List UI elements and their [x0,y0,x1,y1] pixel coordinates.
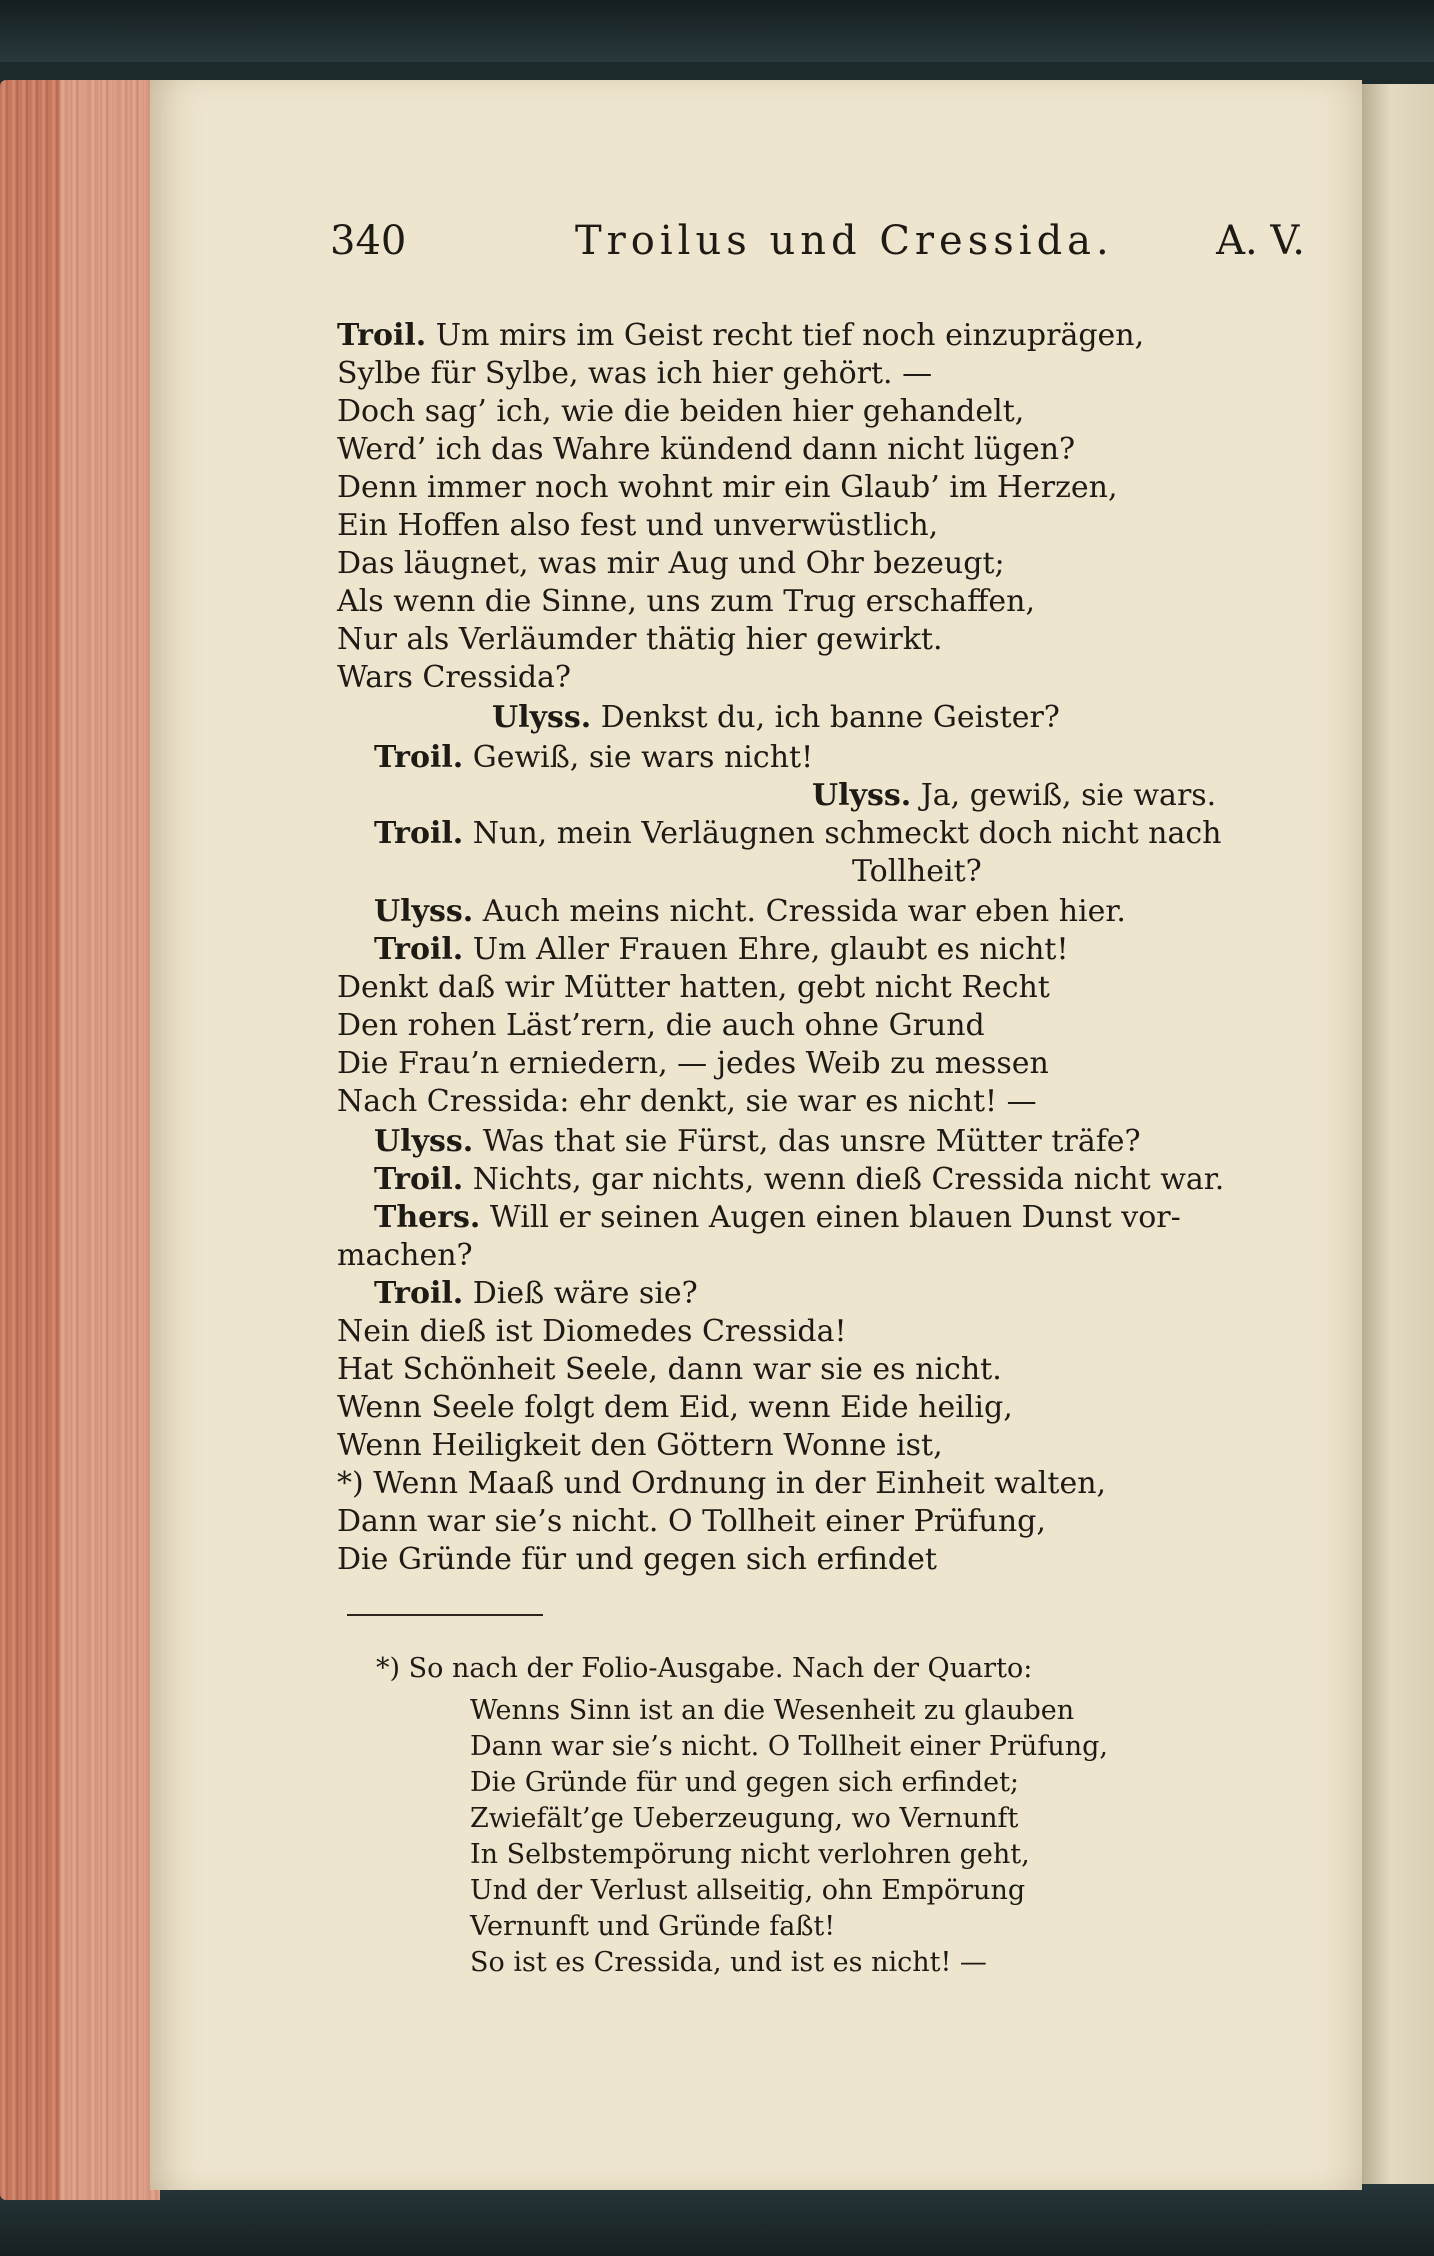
verse-text: Ja, gewiß, sie wars. [920,778,1217,813]
speaker-label: Troil. [374,1276,464,1311]
verse-text: Ein Hoffen also fest und unverwüstlich, [337,508,939,543]
verse-line [337,1428,943,1464]
verse-line [337,432,1075,468]
verse-line [337,1084,1037,1120]
footnote-marker: *) [337,1466,364,1501]
footnote-line: Die Gründe für und gegen sich erfindet; [470,1767,1020,1798]
verse-line [374,1276,698,1312]
verse-text: Nein dieß ist Diomedes Cressida! [337,1314,847,1349]
verse-text: Wenn Seele folgt dem Eid, wenn Eide heilig, [337,1390,1013,1425]
verse-line [492,700,1060,736]
verse-line [337,318,1144,354]
verse-text: Den rohen Läst’rern, die auch ohne Grund [337,1008,985,1043]
speaker-label: Ulyss. [812,778,912,813]
verse-text: Werd’ ich das Wahre kündend dann nicht lügen? [337,432,1076,467]
verse-line [337,394,1024,430]
verse-text: Auch meins nicht. Cressida war eben hier. [482,894,1126,929]
verse-line [337,622,943,658]
verse-text: Um Aller Frauen Ehre, glaubt es nicht! [472,932,1069,967]
verse-line [374,740,813,776]
page-number: 340 [330,218,407,264]
verse-line [337,1008,985,1044]
verse-text: Nur als Verläumder thätig hier gewirkt. [337,622,943,657]
verse-text: Gewiß, sie wars nicht! [472,740,814,775]
speaker-label: Troil. [374,816,464,851]
verse-text: Denn immer noch wohnt mir ein Glaub’ im Herzen, [337,470,1118,505]
verse-text: Doch sag’ ich, wie die beiden hier gehandelt, [337,394,1025,429]
verse-text: Nach Cressida: ehr denkt, sie war es nicht! — [337,1084,1037,1119]
book-page-edges-highlight [60,80,160,2200]
running-header [330,218,1305,278]
verse-text: Wenn Maaß und Ordnung in der Einheit walten, [373,1466,1107,1501]
verse-text: Denkt daß wir Mütter hatten, gebt nicht Recht [337,970,1050,1005]
speaker-label: Troil. [374,740,464,775]
running-title: Troilus und Cressida. [575,218,1114,264]
verse-text: Dieß wäre sie? [472,1276,698,1311]
speaker-label: Troil. [337,318,427,353]
verse-line [374,894,1126,930]
verse-line [337,1046,1049,1082]
verse-line [337,508,938,544]
verse-line [374,1200,1181,1236]
verse-line [337,1466,1106,1502]
verse-line [337,546,1005,582]
footnote-line: Und der Verlust allseitig, ohn Empörung [470,1875,1026,1906]
verse-text: Dann war sie’s nicht. O Tollheit einer Prüfung, [337,1504,1046,1539]
footnote-line: So ist es Cressida, und ist es nicht! — [470,1947,987,1978]
verse-line [374,1124,1141,1160]
verse-text: Denkst du, ich banne Geister? [600,700,1060,735]
footnote-line: Zwiefält’ge Ueberzeugung, wo Vernunft [470,1803,1019,1834]
footnote-line: Vernunft und Gründe faßt! [470,1911,836,1942]
verse-text: Nichts, gar nichts, wenn dieß Cressida nicht war. [472,1162,1225,1197]
verse-line [852,854,982,890]
verse-text: Das läugnet, was mir Aug und Ohr bezeugt; [337,546,1005,581]
verse-line [374,1162,1224,1198]
verse-text: Nun, mein Verläugnen schmeckt doch nicht nach [472,816,1222,851]
verse-text: Wars Cressida? [337,660,571,695]
speaker-label: Ulyss. [492,700,592,735]
verse-text: Wenn Heiligkeit den Göttern Wonne ist, [337,1428,943,1463]
footnote-line: Wenns Sinn ist an die Wesenheit zu glauben [470,1695,1075,1726]
verse-text: Hat Schönheit Seele, dann war sie es nicht. [337,1352,1002,1387]
verse-line [337,1542,937,1578]
scan-background-top [0,0,1434,62]
verse-line [812,778,1216,814]
verse-line [337,660,571,696]
footnote-rule [347,1614,543,1616]
verse-line [337,1352,1002,1388]
verse-text: Sylbe für Sylbe, was ich hier gehört. — [337,356,933,391]
verse-line [337,470,1118,506]
footnote-line: Dann war sie’s nicht. O Tollheit einer Prüfung, [470,1731,1109,1762]
verse-line [337,1314,847,1350]
verse-line [374,932,1069,968]
speaker-label: Thers. [374,1200,481,1235]
speaker-label: Ulyss. [374,894,474,929]
speaker-label: Troil. [374,932,464,967]
footnote-line: In Selbstempörung nicht verlohren geht, [470,1839,1030,1870]
speaker-label: Ulyss. [374,1124,474,1159]
verse-line [337,1238,473,1274]
next-page-edge [1362,84,1434,2184]
verse-text: Um mirs im Geist recht tief noch einzuprägen, [435,318,1145,353]
verse-text: Tollheit? [852,854,982,889]
verse-line [337,1390,1013,1426]
verse-line [337,584,1035,620]
verse-text: machen? [337,1238,473,1273]
verse-text: Als wenn die Sinne, uns zum Trug erschaffen, [337,584,1036,619]
verse-line [337,356,932,392]
verse-line [374,816,1222,852]
verse-text: Die Frau’n erniedern, — jedes Weib zu messen [337,1046,1049,1081]
verse-text: Will er seinen Augen einen blauen Dunst vor- [489,1200,1181,1235]
verse-text: Was that sie Fürst, das unsre Mütter träfe? [482,1124,1141,1159]
act-label: A. V. [1216,218,1305,264]
speaker-label: Troil. [374,1162,464,1197]
footnote-intro: *) So nach der Folio-Ausgabe. Nach der Quarto: [376,1653,1033,1684]
verse-text: Die Gründe für und gegen sich erfindet [337,1542,937,1577]
verse-line [337,970,1050,1006]
verse-line [337,1504,1046,1540]
